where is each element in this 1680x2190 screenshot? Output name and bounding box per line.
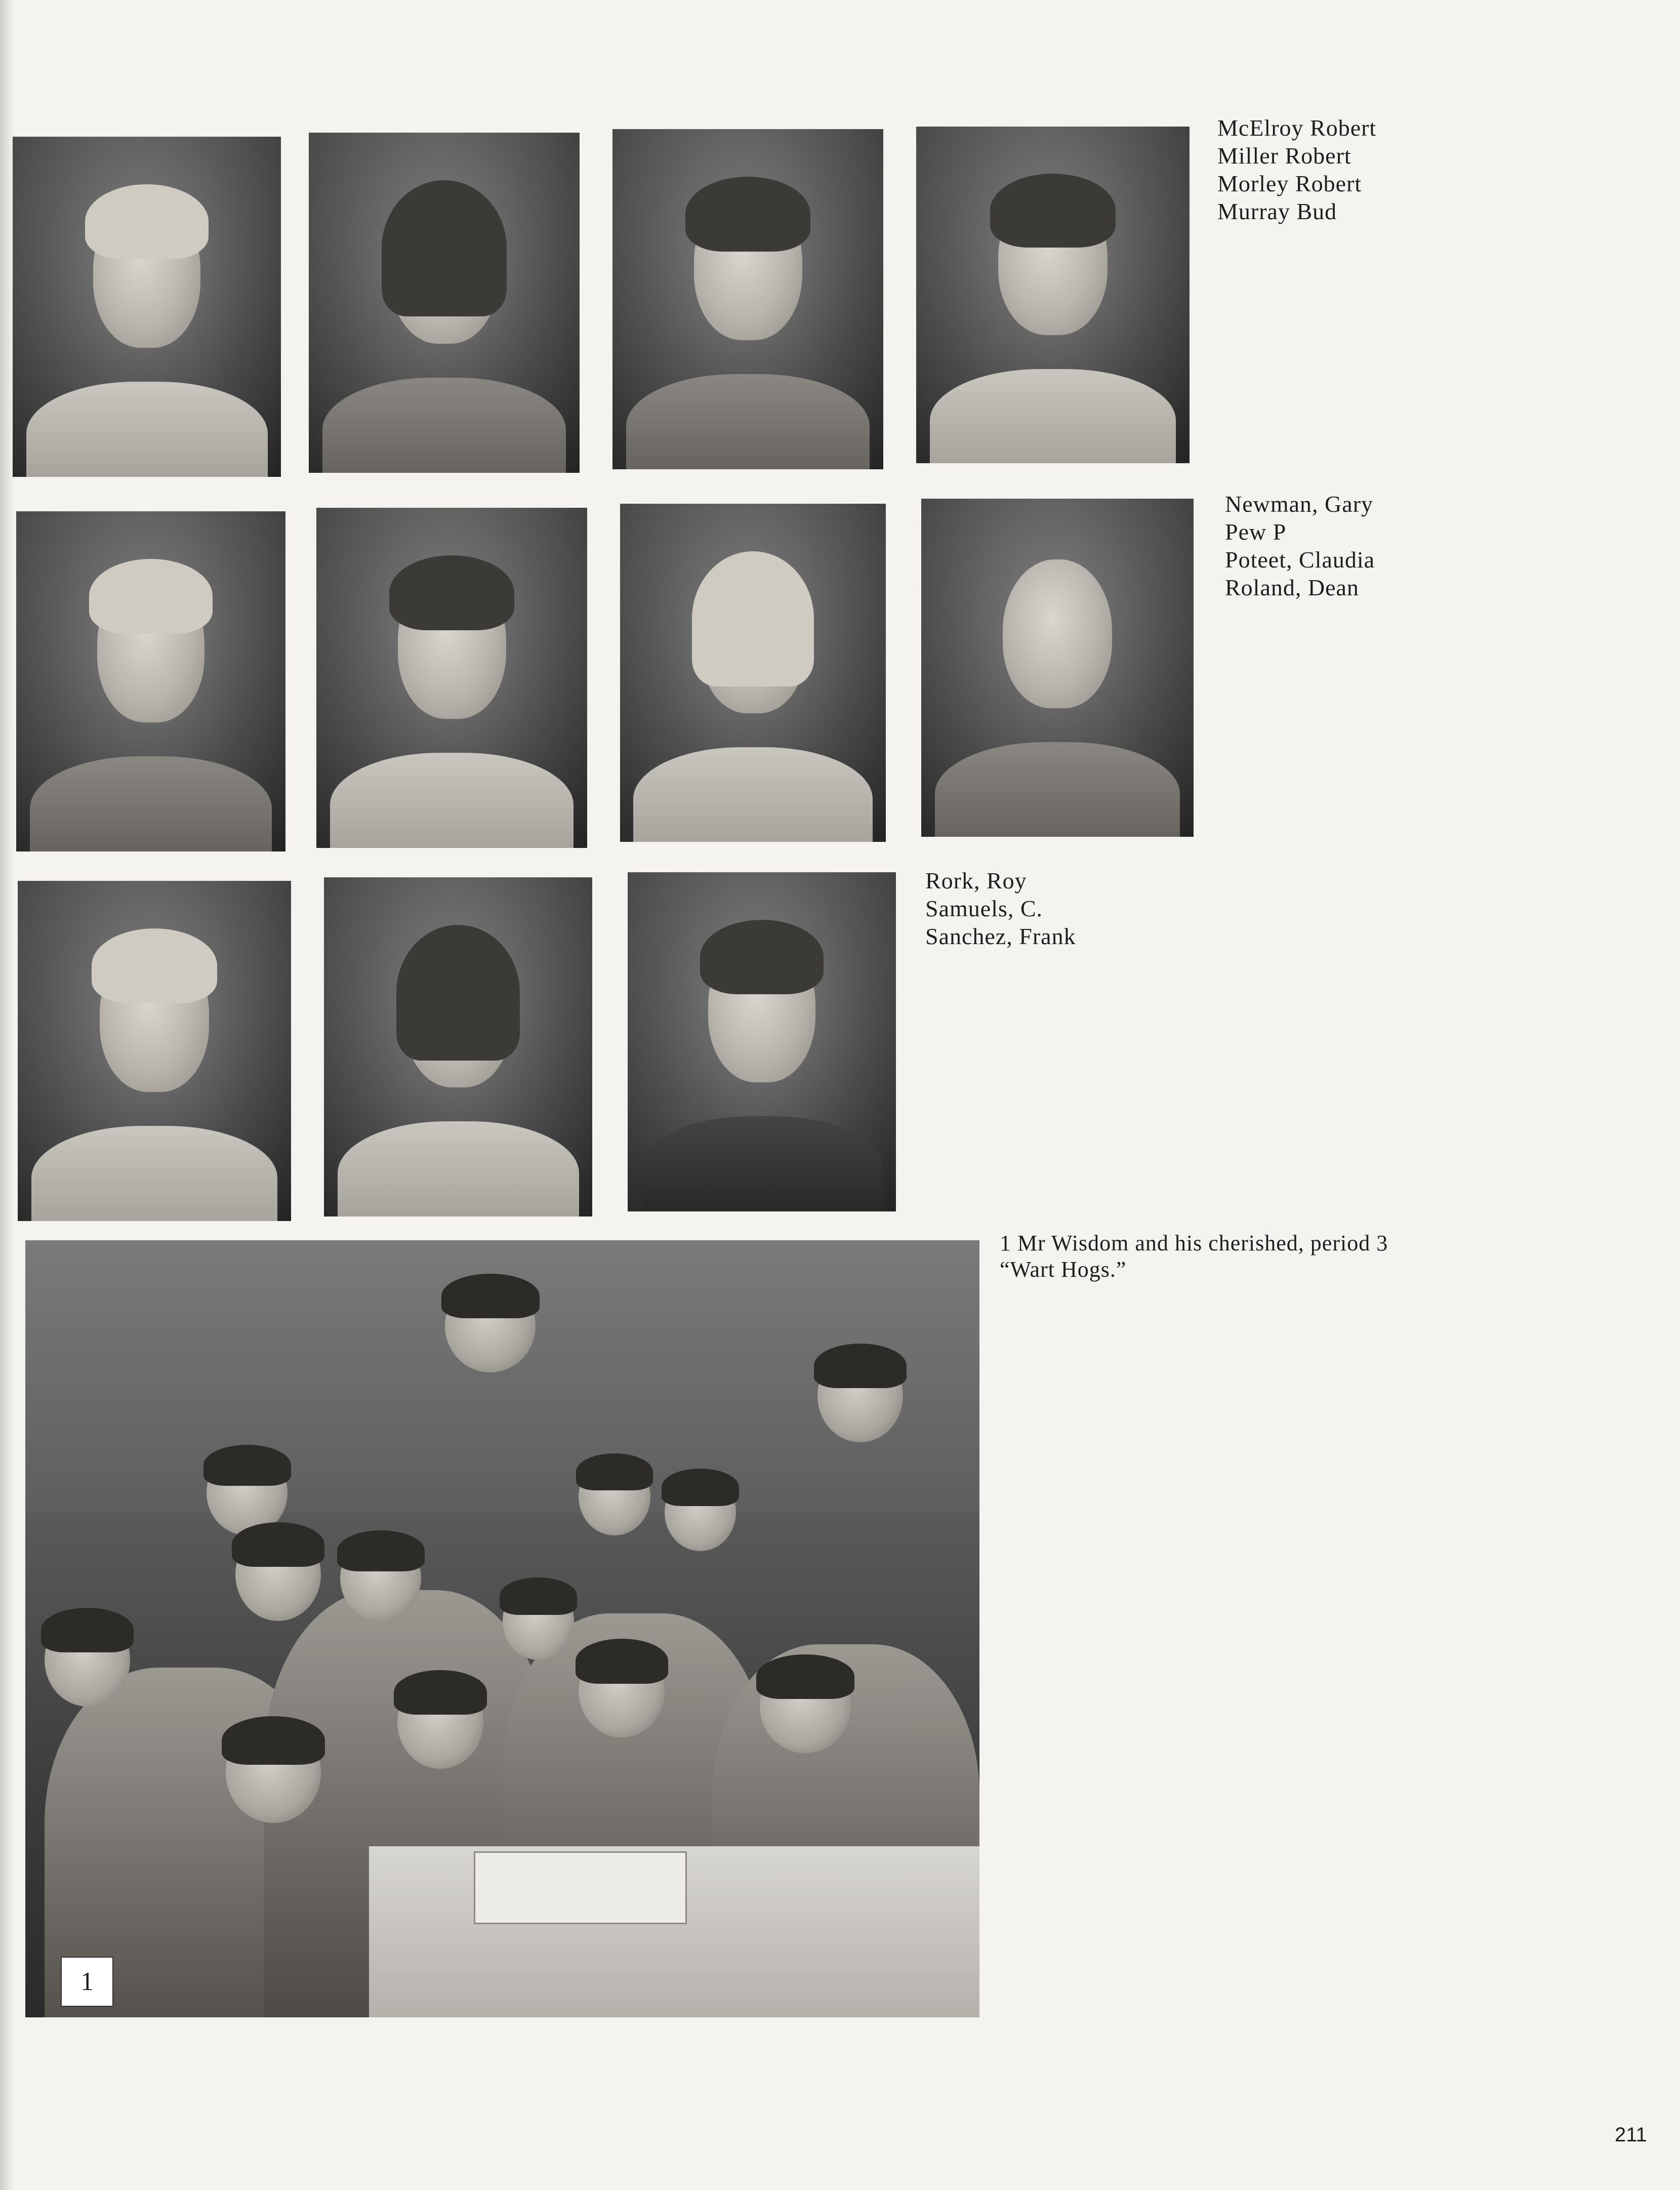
caption-line-2: “Wart Hogs.” <box>1000 1257 1127 1282</box>
name-list-row-1 <box>1217 114 1376 225</box>
portrait-mcelroy-robert <box>13 137 281 477</box>
caption-line-1: 1 Mr Wisdom and his cherished, period 3 <box>1000 1231 1388 1255</box>
name-sanchez-frank: Sanchez, Frank <box>925 923 1076 949</box>
name-samuels-c: Samuels, C. <box>925 896 1043 921</box>
name-miller-robert: Miller Robert <box>1217 143 1351 169</box>
portrait-morley-robert <box>612 129 883 469</box>
portrait-newman-gary <box>16 511 285 851</box>
group-photo-caption <box>1000 1230 1388 1283</box>
name-mcelroy-robert: McElroy Robert <box>1217 115 1377 141</box>
name-list-row-3 <box>925 867 1076 950</box>
name-morley-robert: Morley Robert <box>1217 171 1362 196</box>
name-roland-dean: Roland, Dean <box>1225 575 1359 600</box>
group-photo-number-label: 1 <box>61 1957 113 2007</box>
portrait-sanchez-frank <box>628 872 896 1211</box>
name-murray-bud: Murray Bud <box>1217 198 1337 224</box>
name-list-row-2 <box>1225 490 1375 601</box>
portrait-rork-roy <box>18 881 291 1221</box>
portrait-murray-bud <box>916 127 1190 463</box>
group-photo-wart-hogs <box>25 1240 979 2017</box>
name-poteet-claudia: Poteet, Claudia <box>1225 547 1375 573</box>
name-newman-gary: Newman, Gary <box>1225 491 1374 517</box>
name-rork-roy: Rork, Roy <box>925 868 1027 894</box>
portrait-samuels-c <box>324 877 592 1216</box>
portrait-pew-p <box>316 508 587 848</box>
portrait-roland-dean <box>921 499 1194 837</box>
page-number: 211 <box>1615 2124 1647 2146</box>
portrait-miller-robert <box>309 133 580 473</box>
name-pew-p: Pew P <box>1225 519 1287 545</box>
portrait-poteet-claudia <box>620 504 886 842</box>
